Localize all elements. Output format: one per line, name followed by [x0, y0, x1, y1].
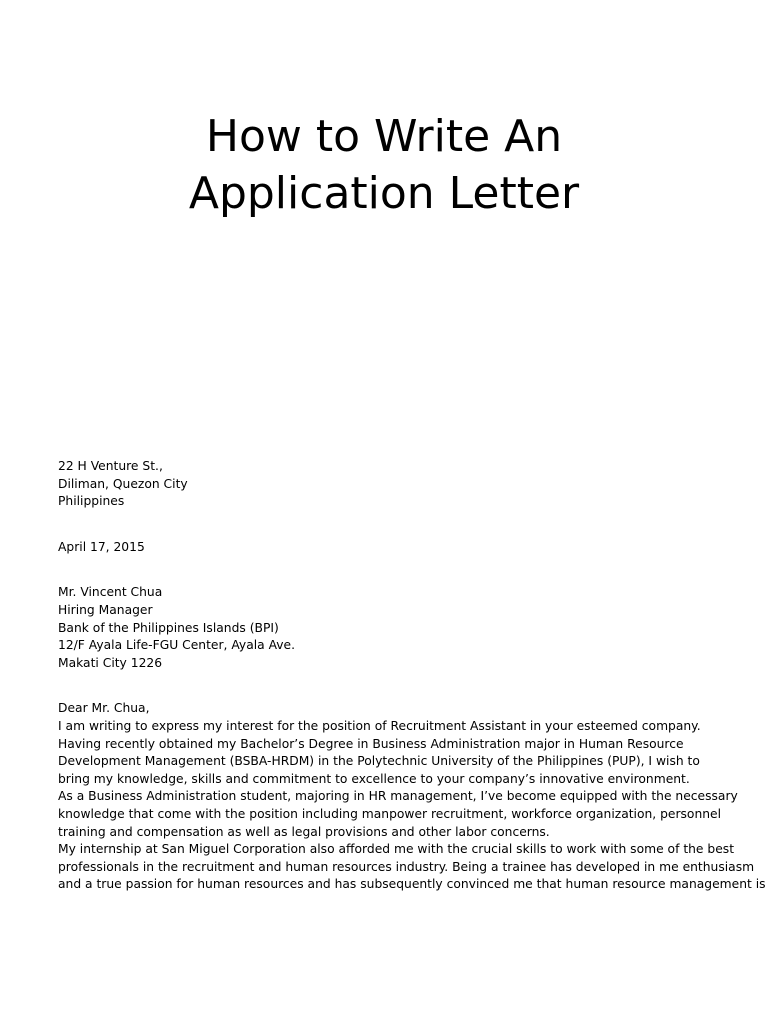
paragraph-line: As a Business Administration student, majoring in HR management, I’ve become equipped with the necessary — [58, 789, 738, 804]
title-line-1: How to Write An — [205, 111, 563, 162]
recipient-line: Hiring Manager — [58, 602, 153, 617]
paragraph-line: I am writing to express my interest for the position of Recruitment Assistant in your esteemed company. — [58, 718, 701, 733]
paragraph-internship — [58, 841, 766, 894]
paragraph-line: training and compensation as well as legal provisions and other labor concerns. — [58, 824, 550, 839]
paragraph-education — [58, 736, 708, 789]
sender-address-line: Diliman, Quezon City — [58, 476, 188, 491]
date-text: April 17, 2015 — [58, 539, 145, 554]
paragraph-line: bring my knowledge, skills and commitment to excellence to your company’s innovative environment. — [58, 771, 690, 786]
letter-date — [58, 539, 708, 557]
sender-address — [58, 458, 708, 511]
paragraph-intro — [58, 718, 708, 736]
sender-address-line: Philippines — [58, 494, 125, 509]
paragraph-line: knowledge that come with the position including manpower recruitment, workforce organization, personnel — [58, 806, 722, 821]
recipient-line: Mr. Vincent Chua — [58, 585, 163, 600]
paragraph-line: My internship at San Miguel Corporation also afforded me with the crucial skills to work with some of the best — [58, 842, 735, 857]
paragraph-line: and a true passion for human resources and has subsequently convinced me that human resource management is — [58, 877, 766, 892]
title-line-2: Application Letter — [188, 168, 580, 219]
document-title — [0, 108, 768, 222]
paragraph-line: Having recently obtained my Bachelor’s Degree in Business Administration major in Human Resource — [58, 736, 684, 751]
paragraph-skills — [58, 788, 738, 841]
recipient-line: 12/F Ayala Life-FGU Center, Ayala Ave. — [58, 638, 296, 653]
paragraph-line: professionals in the recruitment and human resources industry. Being a trainee has developed in me enthusiasm — [58, 859, 755, 874]
salutation — [58, 700, 708, 718]
sender-address-line: 22 H Venture St., — [58, 459, 163, 473]
paragraph-line: Development Management (BSBA-HRDM) in the Polytechnic University of the Philippines (PUP), I wish to — [58, 754, 700, 769]
recipient-address — [58, 584, 708, 672]
recipient-line: Makati City 1226 — [58, 655, 163, 670]
letter-body — [58, 458, 766, 894]
salutation-text: Dear Mr. Chua, — [58, 701, 150, 716]
recipient-line: Bank of the Philippines Islands (BPI) — [58, 620, 279, 635]
